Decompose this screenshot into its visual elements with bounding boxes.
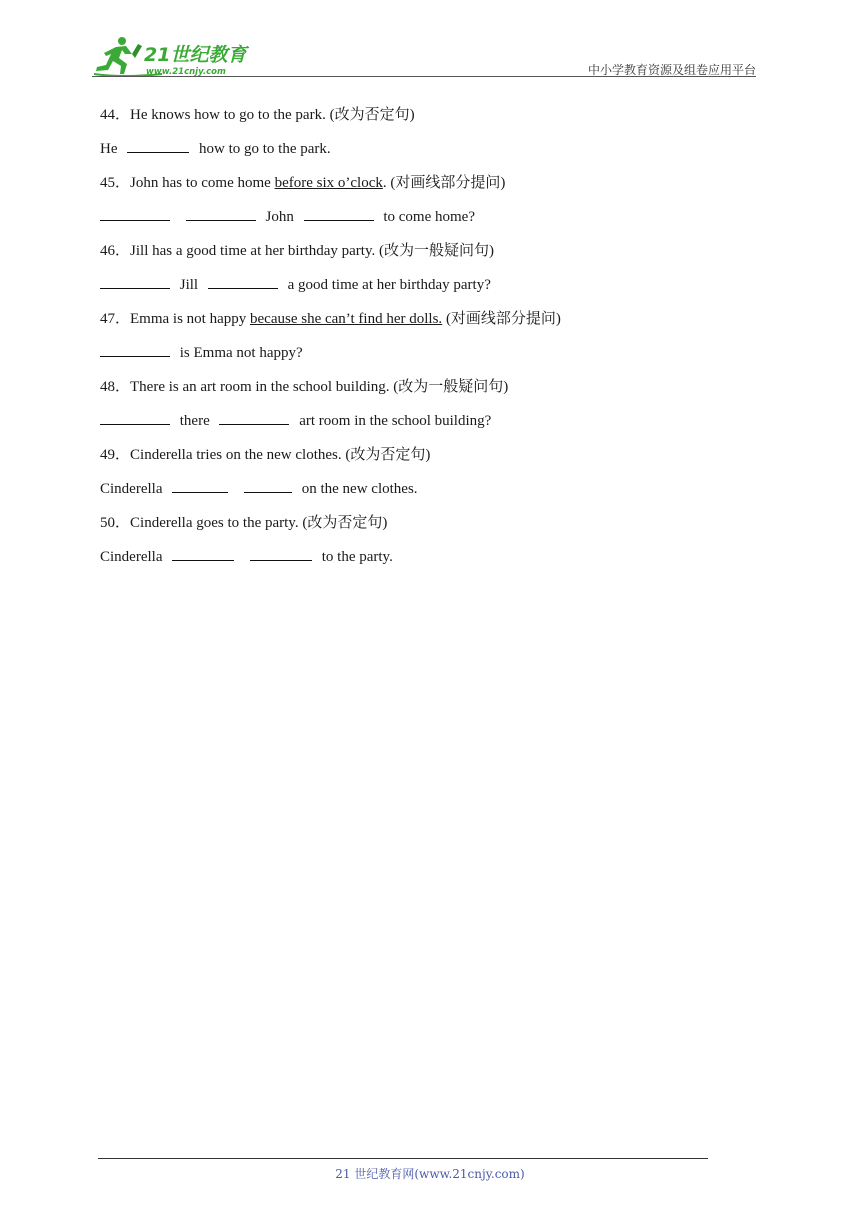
question-text: Cinderella tries on the new clothes. — [130, 447, 346, 463]
answer-blank[interactable] — [244, 478, 292, 493]
answer-blank[interactable] — [172, 478, 228, 493]
question-text: John has to come home — [130, 175, 275, 191]
answer-text: art room in the school building? — [299, 413, 492, 429]
answer-text: He — [100, 141, 118, 157]
question-text: He knows how to go to the park. — [130, 107, 330, 123]
question-number: 47． — [100, 311, 131, 327]
question-45 — [100, 171, 760, 205]
answer-text: is Emma not happy? — [179, 345, 303, 361]
answer-blank[interactable] — [250, 546, 312, 561]
question-instruction: (改为否定句) — [302, 515, 388, 531]
question-list — [100, 103, 760, 579]
answer-text: to the party. — [321, 549, 393, 565]
question-number: 48． — [100, 379, 131, 395]
question-instruction: (改为否定句) — [329, 107, 415, 123]
site-logo — [92, 34, 262, 78]
question-number: 50． — [100, 515, 131, 531]
question-instruction: (对画线部分提问) — [390, 175, 506, 191]
question-text: Cinderella goes to the party. — [130, 515, 303, 531]
underlined-phrase: before six o’clock — [274, 175, 383, 191]
question-instruction: (改为一般疑问句) — [393, 379, 509, 395]
answer-blank[interactable] — [100, 274, 170, 289]
answer-text: on the new clothes. — [301, 481, 418, 497]
answer-blank[interactable] — [304, 206, 374, 221]
question-number: 45． — [100, 175, 131, 191]
question-instruction: (改为否定句) — [345, 447, 431, 463]
answer-text: there — [179, 413, 210, 429]
answer-text: to come home? — [383, 209, 475, 225]
answer-text: how to go to the park. — [199, 141, 331, 157]
answer-blank[interactable] — [208, 274, 278, 289]
answer-blank[interactable] — [100, 206, 170, 221]
question-text: . — [382, 175, 391, 191]
answer-text: Cinderella — [100, 549, 163, 565]
header-platform-label: 中小学教育资源及组卷应用平台 — [587, 63, 756, 77]
answer-blank[interactable] — [100, 342, 170, 357]
answer-44 — [100, 137, 760, 171]
answer-text: a good time at her birthday party? — [287, 277, 491, 293]
answer-blank[interactable] — [100, 410, 170, 425]
answer-49 — [100, 477, 760, 511]
question-44 — [100, 103, 760, 137]
header-divider — [92, 76, 756, 77]
answer-text: John — [265, 209, 294, 225]
question-48 — [100, 375, 760, 409]
answer-48 — [100, 409, 760, 443]
svg-text:www.21cnjy.com: www.21cnjy.com — [146, 67, 226, 77]
footer-link[interactable]: 21 世纪教育网(www.21cnjy.com) — [335, 1167, 525, 1181]
answer-blank[interactable] — [186, 206, 256, 221]
page-header — [92, 30, 756, 80]
question-text: Jill has a good time at her birthday party. — [130, 243, 379, 259]
answer-47 — [100, 341, 760, 375]
question-49 — [100, 443, 760, 477]
underlined-phrase: because she can’t find her dolls. — [250, 311, 443, 327]
svg-text:21世纪教育: 21世纪教育 — [144, 44, 247, 66]
question-number: 49． — [100, 447, 131, 463]
question-46 — [100, 239, 760, 273]
question-text: There is an art room in the school building. — [130, 379, 394, 395]
answer-46 — [100, 273, 760, 307]
question-text: Emma is not happy — [130, 311, 251, 327]
answer-blank[interactable] — [172, 546, 234, 561]
question-instruction: (改为一般疑问句) — [378, 243, 494, 259]
answer-text: Cinderella — [100, 481, 163, 497]
answer-50 — [100, 545, 760, 579]
question-instruction: (对画线部分提问) — [445, 311, 561, 327]
question-50 — [100, 511, 760, 545]
question-number: 46． — [100, 243, 131, 259]
answer-text: Jill — [179, 277, 199, 293]
question-number: 44． — [100, 107, 131, 123]
question-47 — [100, 307, 760, 341]
answer-45 — [100, 205, 760, 239]
footer-divider — [98, 1158, 708, 1159]
answer-blank[interactable] — [219, 410, 289, 425]
answer-blank[interactable] — [127, 138, 189, 153]
